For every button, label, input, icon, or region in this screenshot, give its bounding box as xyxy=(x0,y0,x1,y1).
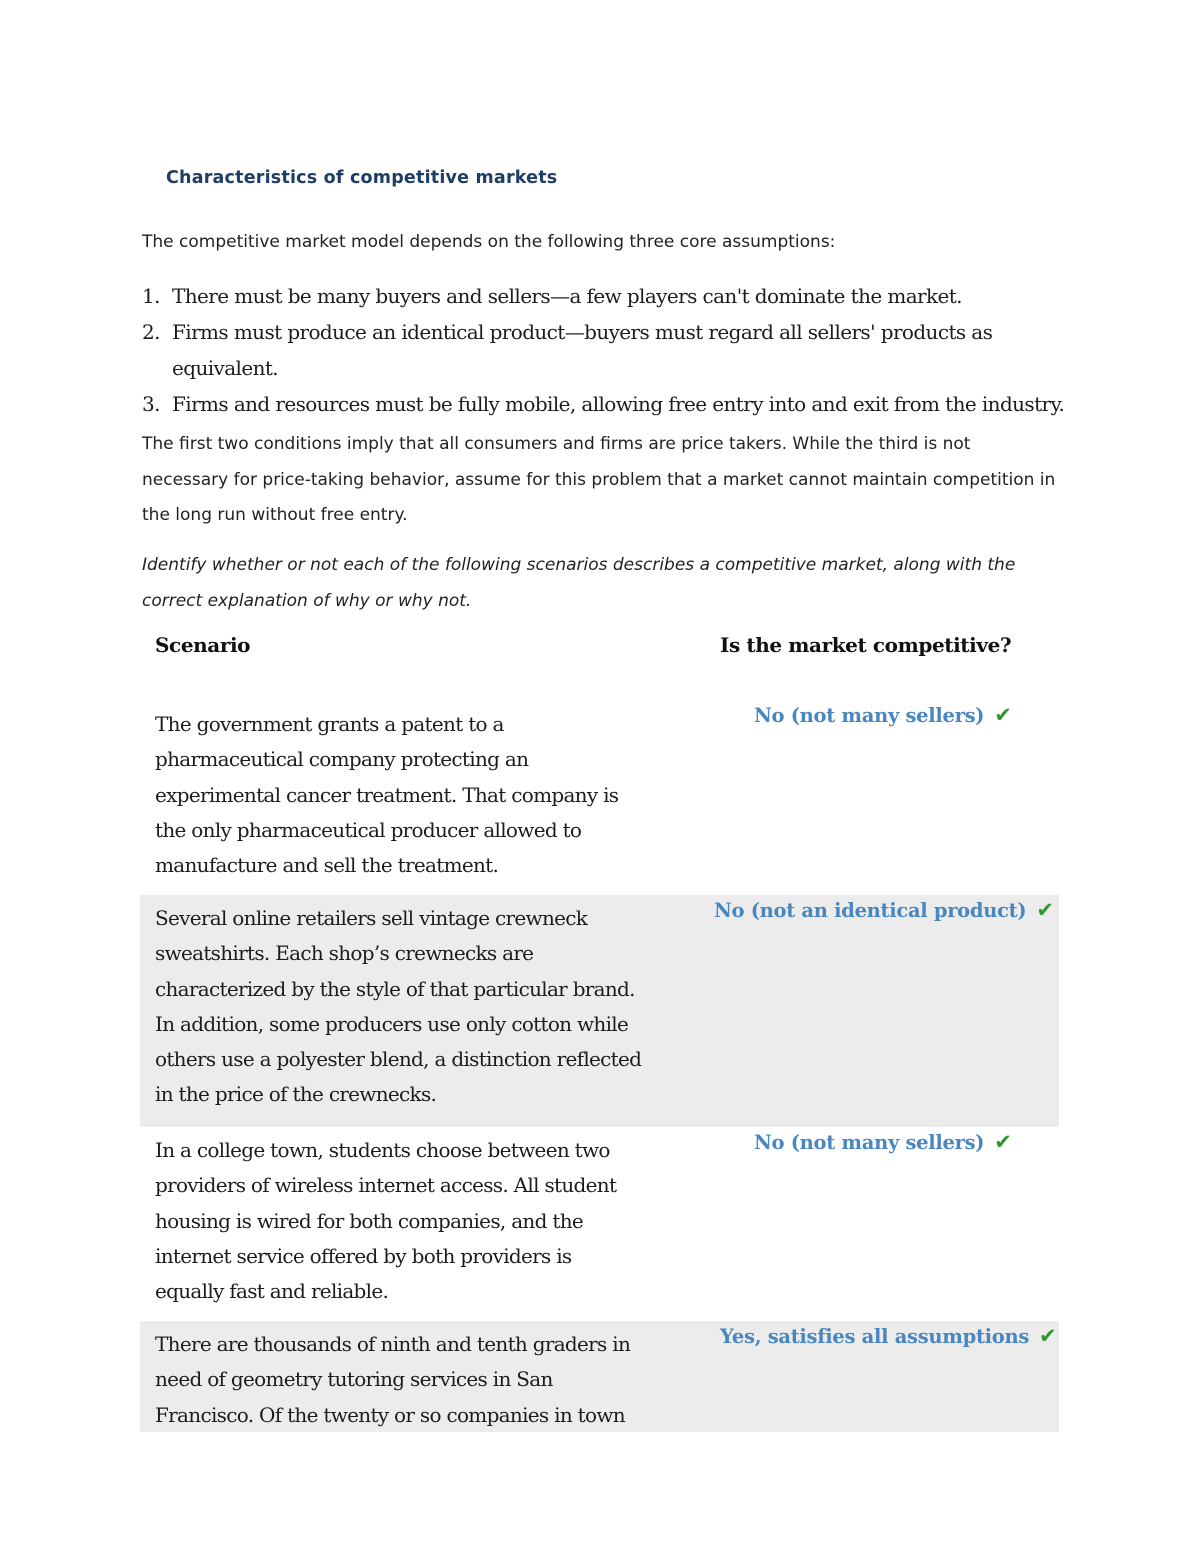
checkmark-icon: ✔ xyxy=(1036,898,1054,922)
assumption-item xyxy=(142,278,1082,314)
table-row xyxy=(140,1127,1059,1321)
assumption-text: There must be many buyers and sellers—a few players can't dominate the market. xyxy=(172,284,962,308)
list-number: 2. xyxy=(142,320,160,344)
table-row xyxy=(140,667,1059,895)
scenario-text: There are thousands of ninth and tenth graders in need of geometry tutoring services in San Francisco. Of the twenty or so companies in town xyxy=(155,1332,631,1427)
conditions-paragraph: The first two conditions imply that all consumers and firms are price takers. While the third is not necessary for price-taking behavior, assume for this problem that a market cannot maintain competition in the long run without free entry. xyxy=(142,434,1056,525)
answer-selection[interactable] xyxy=(754,1130,1011,1154)
column-header-scenario: Scenario xyxy=(155,633,251,657)
assumption-text: Firms must produce an identical product—buyers must regard all sellers' products as equivalent. xyxy=(172,320,993,380)
assumption-item xyxy=(142,386,1082,422)
answer-text: No (not many sellers) xyxy=(754,704,985,727)
assumption-item xyxy=(142,314,1082,386)
checkmark-icon: ✔ xyxy=(994,703,1012,727)
list-number: 1. xyxy=(142,284,160,308)
scenario-table xyxy=(140,625,1059,1432)
answer-text: No (not many sellers) xyxy=(754,1131,985,1154)
list-number: 3. xyxy=(142,392,160,416)
assumptions-list xyxy=(142,278,1082,422)
assumption-text: Firms and resources must be fully mobile, allowing free entry into and exit from the industry. xyxy=(172,392,1065,416)
scenario-text: The government grants a patent to a pharmaceutical company protecting an experimental cancer treatment. That company is the only pharmaceutical producer allowed to manufacture and sell the treatment. xyxy=(155,712,619,878)
checkmark-icon: ✔ xyxy=(994,1130,1012,1154)
instruction-text: Identify whether or not each of the following scenarios describes a competitive market, along with the correct explanation of why or why not. xyxy=(142,555,1016,611)
answer-text: No (not an identical product) xyxy=(714,899,1027,922)
scenario-text: In a college town, students choose between two providers of wireless internet access. All student housing is wired for both companies, and the internet service offered by both providers is equally fast and reliable. xyxy=(155,1138,617,1304)
column-header-answer: Is the market competitive? xyxy=(720,633,1012,657)
scenario-text: Several online retailers sell vintage crewneck sweatshirts. Each shop’s crewnecks are characterized by the style of that particular brand. In addition, some producers use only cotton while others use a polyester blend, a distinction reflected in the price of the crewnecks. xyxy=(155,906,642,1107)
intro-text: The competitive market model depends on the following three core assumptions: xyxy=(142,232,836,252)
answer-selection[interactable] xyxy=(754,703,1011,727)
answer-selection[interactable] xyxy=(714,898,1054,922)
section-heading: Characteristics of competitive markets xyxy=(166,168,558,188)
answer-selection[interactable] xyxy=(720,1324,1056,1348)
table-row xyxy=(140,1321,1059,1432)
table-header xyxy=(140,625,1059,667)
answer-text: Yes, satisfies all assumptions xyxy=(720,1325,1030,1348)
table-row xyxy=(140,895,1059,1127)
checkmark-icon: ✔ xyxy=(1039,1324,1057,1348)
